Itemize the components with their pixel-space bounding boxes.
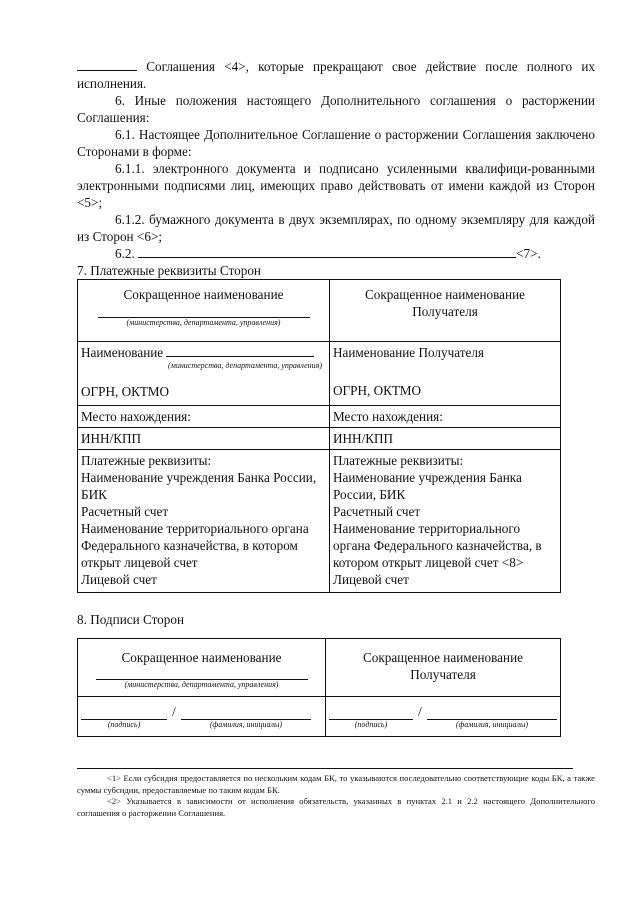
hint-text: (фамилия, инициалы) <box>209 720 283 729</box>
right-header-text: Сокращенное наименование Получателя <box>363 650 523 682</box>
left-name-cell <box>78 342 330 406</box>
table-row <box>78 428 561 450</box>
left-header-cell <box>78 280 330 342</box>
inn-label: ИНН/КПП <box>78 428 330 450</box>
right-header-cell <box>330 280 561 342</box>
document-page <box>77 58 595 737</box>
ogrn-label: ОГРН, ОКТМО <box>81 384 170 399</box>
paragraph-6: 6. Иные положения настоящего Дополнительного соглашения о расторжении Соглашения: <box>77 93 595 125</box>
signature-line <box>81 703 322 730</box>
table-row <box>78 406 561 428</box>
footnote-1: <1> Если субсидия предоставляется по нескольким кодам БК, то указываются последовательно соответствующие коды БК, а также суммы субсидии, предоставляемые по таким кодам БК. <box>77 773 595 795</box>
hint-text: (министерства, департамента, управления) <box>168 361 322 370</box>
table-row <box>78 280 561 342</box>
table-row <box>78 697 561 737</box>
name-label: Наименование <box>81 345 164 360</box>
table-row <box>78 342 561 406</box>
slash: / <box>418 704 422 719</box>
underline <box>98 303 310 318</box>
table-row <box>78 639 561 697</box>
footnote-divider <box>77 768 573 769</box>
footnotes <box>77 768 595 819</box>
name-block <box>181 705 311 730</box>
underline <box>427 705 557 720</box>
name-block <box>427 705 557 730</box>
location-label: Место нахождения: <box>330 406 561 428</box>
underline <box>329 705 413 720</box>
paragraph-text: Соглашения <4>, которые прекращают свое действие после полного их исполнения. <box>77 59 596 91</box>
bank-details: Платежные реквизиты: Наименование учреждения Банка России, БИК Расчетный счет Наименование территориального органа Федерального казначейства, в котором открыт лицевой счет <8> Лицевой счет <box>330 450 561 593</box>
right-signature-cell <box>326 697 561 737</box>
paragraph-6-1-2: 6.1.2. бумажного документа в двух экземплярах, по одному экземпляру для каждой из Сторон <6>; <box>77 212 595 244</box>
underline <box>96 666 308 680</box>
left-header-cell <box>78 639 326 697</box>
signatures-table <box>77 638 561 737</box>
right-header-text: Сокращенное наименование Получателя <box>365 287 525 319</box>
hint-text: (подпись) <box>107 720 141 729</box>
signature-line <box>329 703 557 730</box>
blank-line <box>77 58 137 71</box>
inn-label: ИНН/КПП <box>330 428 561 450</box>
hint-text: (фамилия, инициалы) <box>455 720 529 729</box>
ogrn-label: ОГРН, ОКТМО <box>333 383 422 398</box>
location-label: Место нахождения: <box>78 406 330 428</box>
blank-line <box>166 344 314 357</box>
hint-text: (министерства, департамента, управления) <box>126 318 281 327</box>
paragraph-6-1: 6.1. Настоящее Дополнительное Соглашение о расторжении Соглашения заключено Сторонами в форме: <box>77 127 595 159</box>
payment-details-table <box>77 279 561 593</box>
paragraph-number: 6.2. <box>115 246 135 261</box>
section-7-title: 7. Платежные реквизиты Сторон <box>77 263 261 278</box>
footnote-2: <2> Указывается в зависимости от исполнения обязательств, указанных в пунктах 2.1 и 2.2 настоящего Дополнительного соглашения о расторжении Соглашения. <box>77 796 595 818</box>
paragraph-6-1-1: 6.1.1. электронного документа и подписано усиленными квалифици-рованными электронными подписями лиц, имеющих право действовать от имени каждой из Сторон <5>; <box>77 161 595 210</box>
section-8-title: 8. Подписи Сторон <box>77 612 185 627</box>
signature-block <box>81 705 167 730</box>
blank-line <box>138 245 516 258</box>
footnote-ref: <7>. <box>516 246 541 261</box>
underline <box>181 705 311 720</box>
paragraph-6-2 <box>77 245 595 262</box>
slash: / <box>172 704 176 719</box>
left-header-text: Сокращенное наименование <box>123 287 284 302</box>
name-line <box>81 344 326 361</box>
bank-details: Платежные реквизиты: Наименование учреждения Банка России, БИК Расчетный счет Наименование территориального органа Федерального казначейства, в котором открыт лицевой счет Лицевой счет <box>78 450 330 593</box>
underline <box>81 705 167 720</box>
name-label: Наименование Получателя <box>333 345 484 360</box>
hint-text: (министерства, департамента, управления) <box>124 680 279 689</box>
right-name-cell <box>330 342 561 406</box>
table-row <box>78 450 561 593</box>
hint-text: (подпись) <box>354 720 388 729</box>
left-header-text: Сокращенное наименование <box>121 650 282 665</box>
signature-block <box>329 705 413 730</box>
right-header-cell <box>326 639 561 697</box>
left-signature-cell <box>78 697 326 737</box>
paragraph-agreement-tail <box>77 58 595 92</box>
